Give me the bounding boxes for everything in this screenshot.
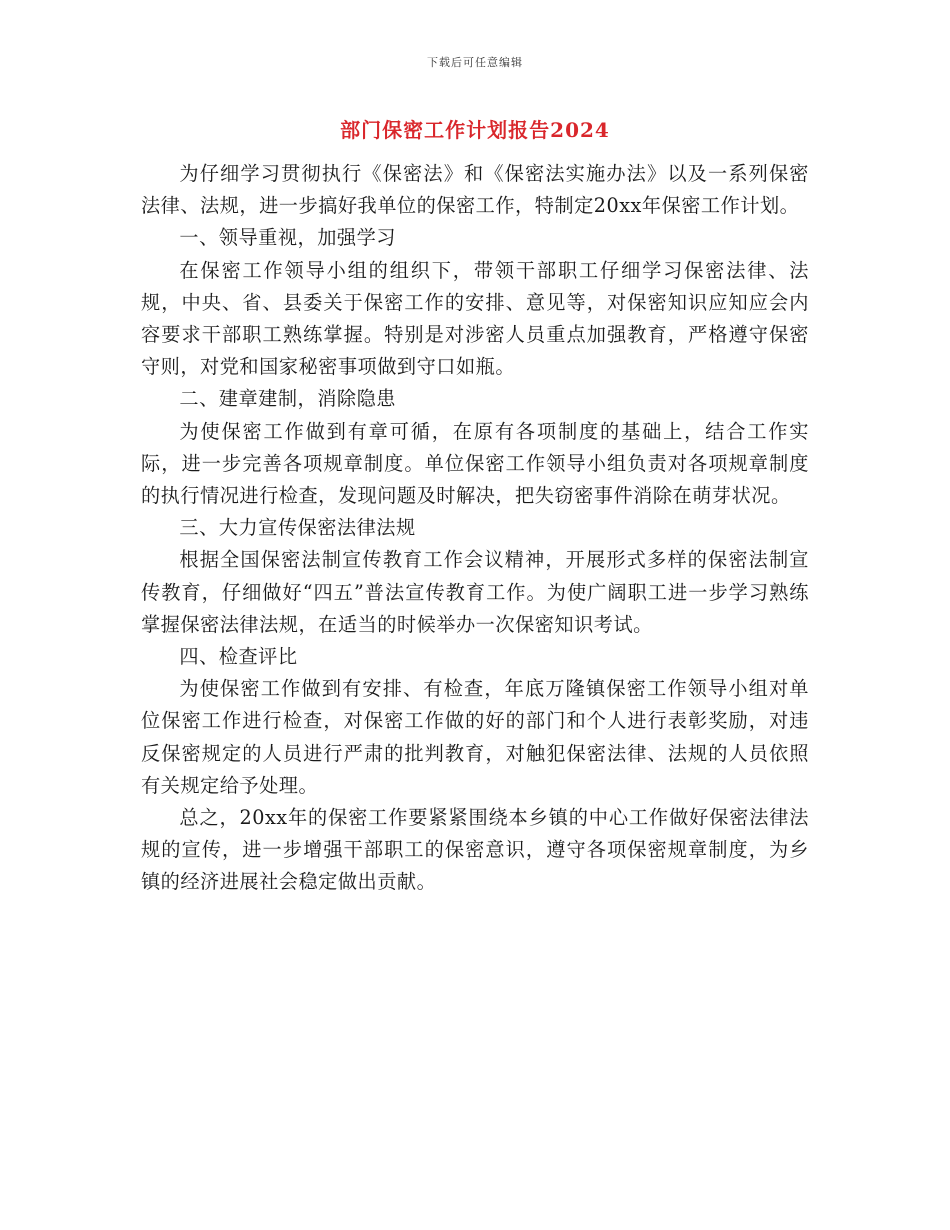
conclusion-paragraph: 总之，20xx年的保密工作要紧紧围绕本乡镇的中心工作做好保密法律法规的宣传，进一步增强干部职工的保密意识，遵守各项保密规章制度，为乡镇的经济进展社会稳定做出贡献。 <box>141 806 809 894</box>
intro-paragraph: 为仔细学习贯彻执行《保密法》和《保密法实施办法》以及一系列保密法律、法规，进一步搞好我单位的保密工作，特制定20xx年保密工作计划。 <box>141 162 809 218</box>
section-heading-4: 四、检查评比 <box>179 645 298 669</box>
header-note: 下载后可任意编辑 <box>427 56 523 69</box>
section-paragraph-3: 根据全国保密法制宣传教育工作会议精神，开展形式多样的保密法制宣传教育，仔细做好“四五”普法宣传教育工作。为使广阔职工进一步学习熟练掌握保密法律法规，在适当的时候举办一次保密知识考试。 <box>141 548 809 636</box>
section-paragraph-4: 为使保密工作做到有安排、有检查，年底万隆镇保密工作领导小组对单位保密工作进行检查，对保密工作做的好的部门和个人进行表彰奖励，对违反保密规定的人员进行严肃的批判教育，对触犯保密法律、法规的人员依照有关规定给予处理。 <box>141 677 809 797</box>
section-heading-3: 三、大力宣传保密法律法规 <box>179 516 416 540</box>
section-heading-2: 二、建章建制，消除隐患 <box>179 387 396 411</box>
section-paragraph-1: 在保密工作领导小组的组织下，带领干部职工仔细学习保密法律、法规，中央、省、县委关于保密工作的安排、意见等，对保密知识应知应会内容要求干部职工熟练掌握。特别是对涉密人员重点加强教育，严格遵守保密守则，对党和国家秘密事项做到守口如瓶。 <box>141 258 809 379</box>
section-paragraph-2: 为使保密工作做到有章可循，在原有各项制度的基础上，结合工作实际，进一步完善各项规章制度。单位保密工作领导小组负责对各项规章制度的执行情况进行检查，发现问题及时解决，把失窃密事件消除在萌芽状况。 <box>141 419 809 508</box>
document-title: 部门保密工作计划报告2024 <box>340 118 610 142</box>
document-body <box>141 158 809 899</box>
section-heading-1: 一、领导重视，加强学习 <box>179 226 396 250</box>
